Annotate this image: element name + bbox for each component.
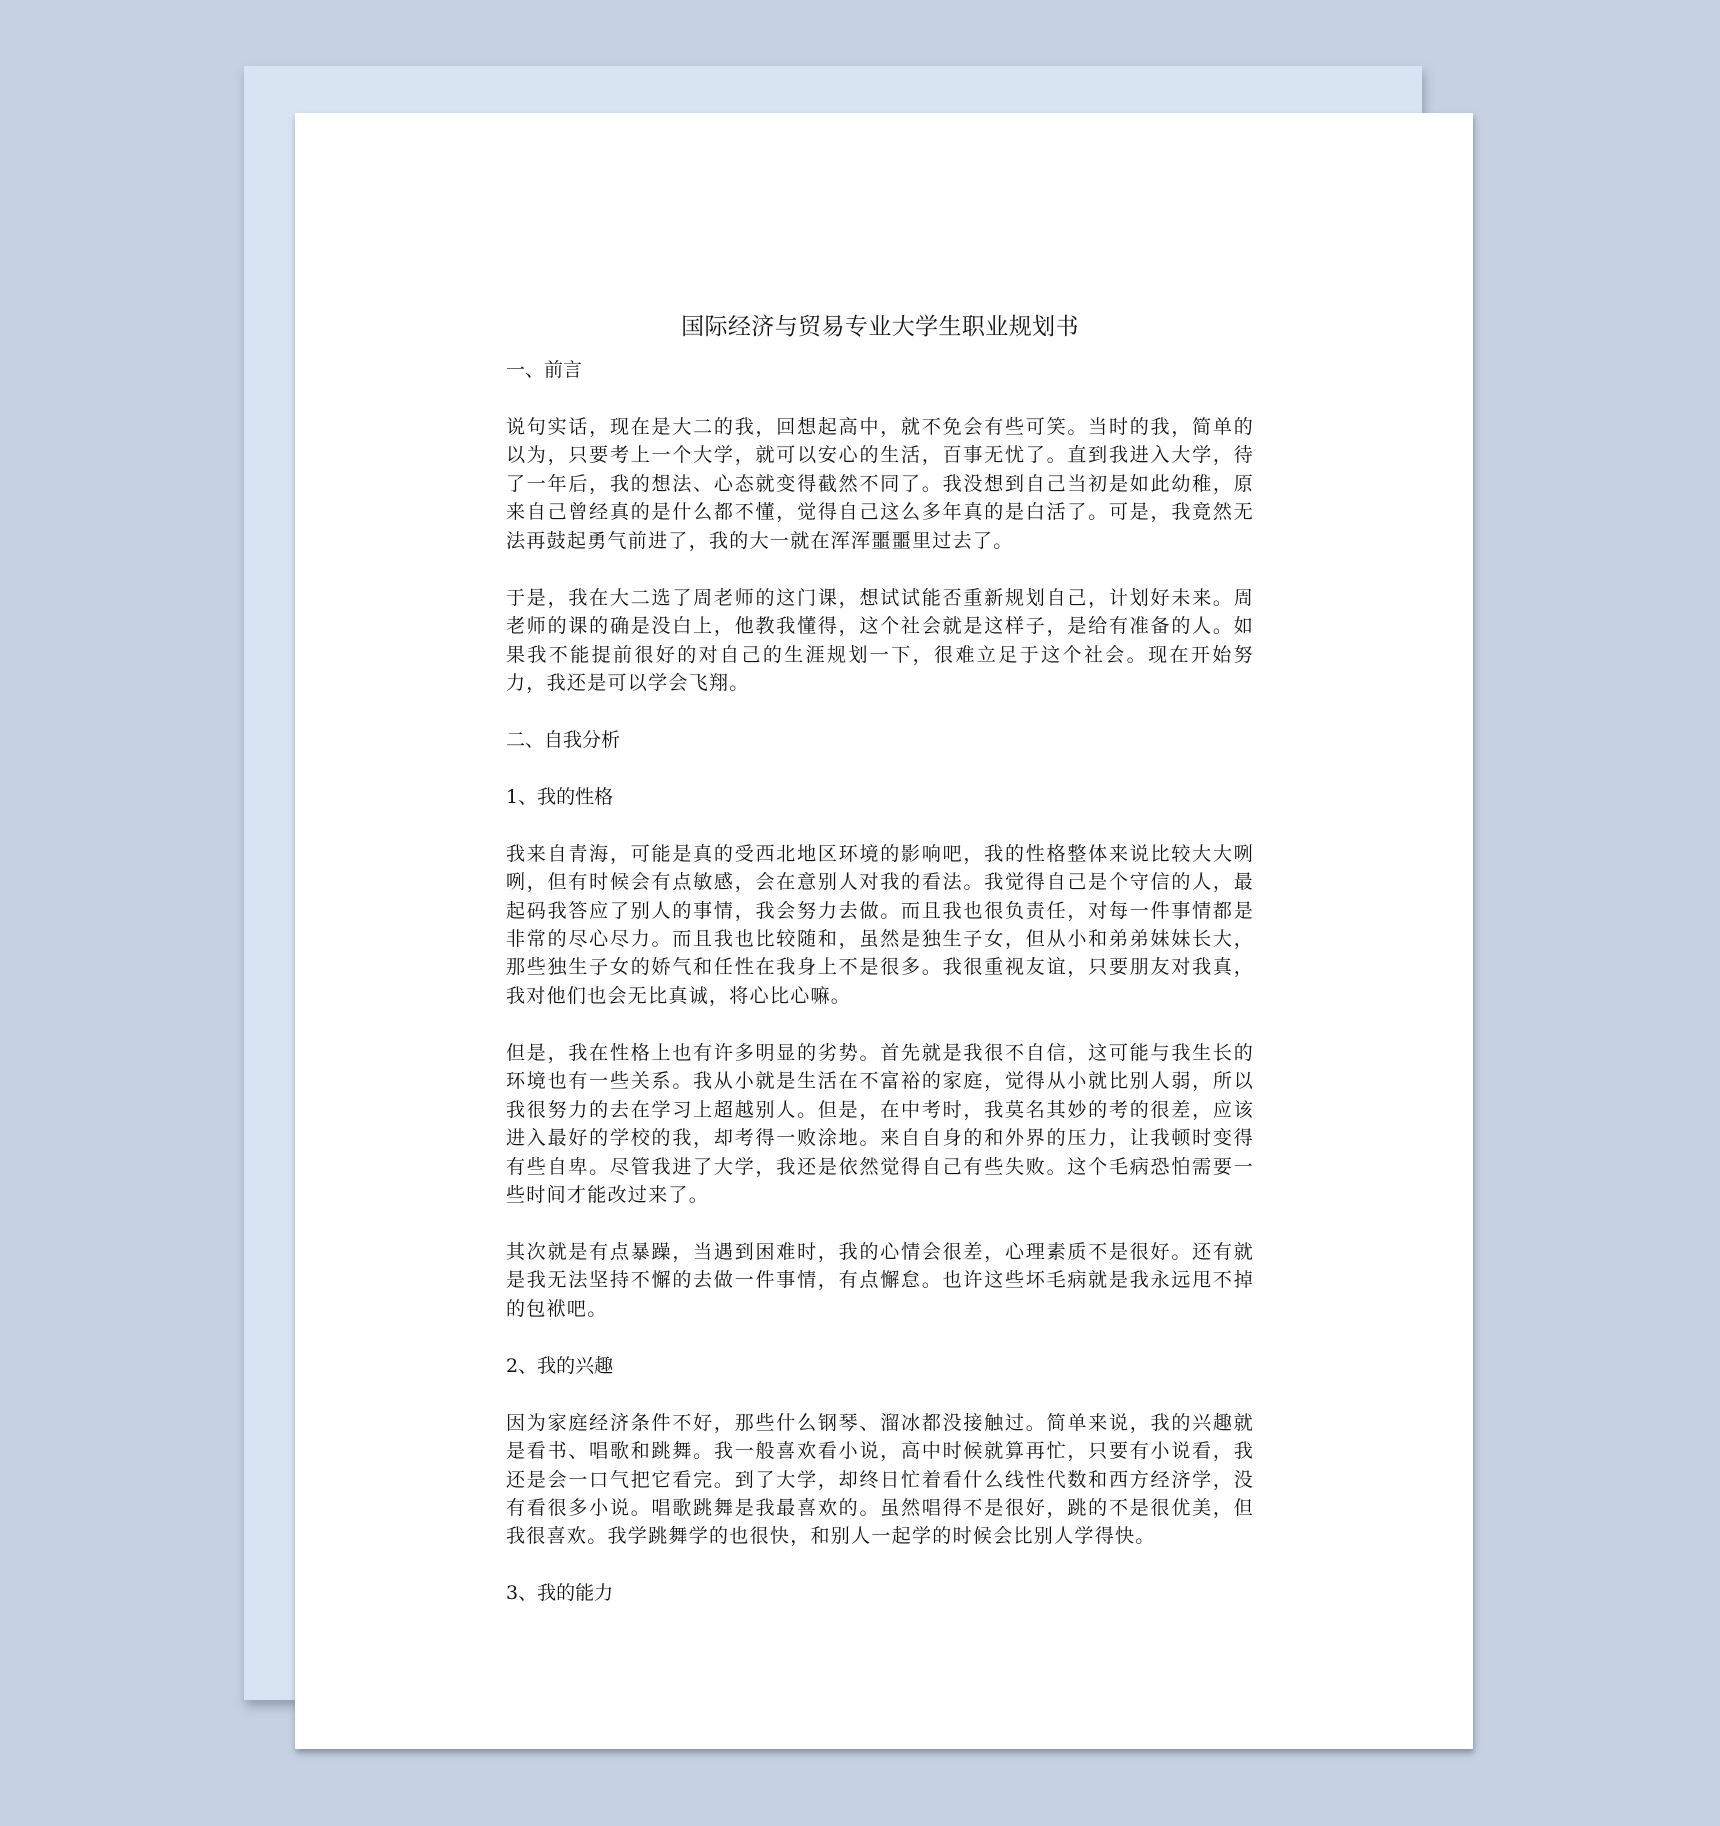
paragraph: 于是，我在大二选了周老师的这门课，想试试能否重新规划自己，计划好未来。周老师的课的确是没白上，他教我懂得，这个社会就是这样子，是给有准备的人。如果我不能提前很好的对自己的生涯规划一下，很难立足于这个社会。现在开始努力，我还是可以学会飞翔。 <box>506 586 1254 694</box>
document-body <box>506 356 1254 1636</box>
subsection-heading-abilities: 3、我的能力 <box>506 1582 614 1605</box>
paragraph: 说句实话，现在是大二的我，回想起高中，就不免会有些可笑。当时的我，简单的以为，只要考上一个大学，就可以安心的生活，百事无忧了。直到我进入大学，待了一年后，我的想法、心态就变得截然不同了。我没想到自己当初是如此幼稚，原来自己曾经真的是什么都不懂，觉得自己这么多年真的是白活了。可是，我竟然无法再鼓起勇气前进了，我的大一就在浑浑噩噩里过去了。 <box>506 415 1254 552</box>
document-title: 国际经济与贸易专业大学生职业规划书 <box>681 314 1079 340</box>
subsection-heading-interests: 2、我的兴趣 <box>506 1354 614 1377</box>
paragraph: 我来自青海，可能是真的受西北地区环境的影响吧，我的性格整体来说比较大大咧咧，但有时候会有点敏感，会在意别人对我的看法。我觉得自己是个守信的人，最起码我答应了别人的事情，我会努力去做。而且我也很负责任，对每一件事情都是非常的尽心尽力。而且我也比较随和，虽然是独生子女，但从小和弟弟妹妹长大，那些独生子女的娇气和任性在我身上不是很多。我很重视友谊，只要朋友对我真，我对他们也会无比真诚，将心比心嘛。 <box>506 842 1254 1007</box>
paragraph: 因为家庭经济条件不好，那些什么钢琴、溜冰都没接触过。简单来说，我的兴趣就是看书、唱歌和跳舞。我一般喜欢看小说，高中时候就算再忙，只要有小说看，我还是会一口气把它看完。到了大学，却终日忙着看什么线性代数和西方经济学，没有看很多小说。唱歌跳舞是我最喜欢的。虽然唱得不是很好，跳的不是很优美，但我很喜欢。我学跳舞学的也很快，和别人一起学的时候会比别人学得快。 <box>506 1411 1254 1548</box>
document-page <box>295 113 1473 1749</box>
paragraph: 但是，我在性格上也有许多明显的劣势。首先就是我很不自信，这可能与我生长的环境也有一些关系。我从小就是生活在不富裕的家庭，觉得从小就比别人弱，所以我很努力的去在学习上超越别人。但是，在中考时，我莫名其妙的考的很差，应该进入最好的学校的我，却考得一败涂地。来自自身的和外界的压力，让我顿时变得有些自卑。尽管我进了大学，我还是依然觉得自己有些失败。这个毛病恐怕需要一些时间才能改过来了。 <box>506 1041 1254 1207</box>
section-heading-preface: 一、前言 <box>506 359 583 381</box>
paragraph: 其次就是有点暴躁，当遇到困难时，我的心情会很差，心理素质不是很好。还有就是我无法坚持不懈的去做一件事情，有点懈怠。也许这些坏毛病就是我永远甩不掉的包袱吧。 <box>506 1240 1254 1320</box>
section-heading-self-analysis: 二、自我分析 <box>506 728 621 751</box>
subsection-heading-personality: 1、我的性格 <box>506 785 614 808</box>
